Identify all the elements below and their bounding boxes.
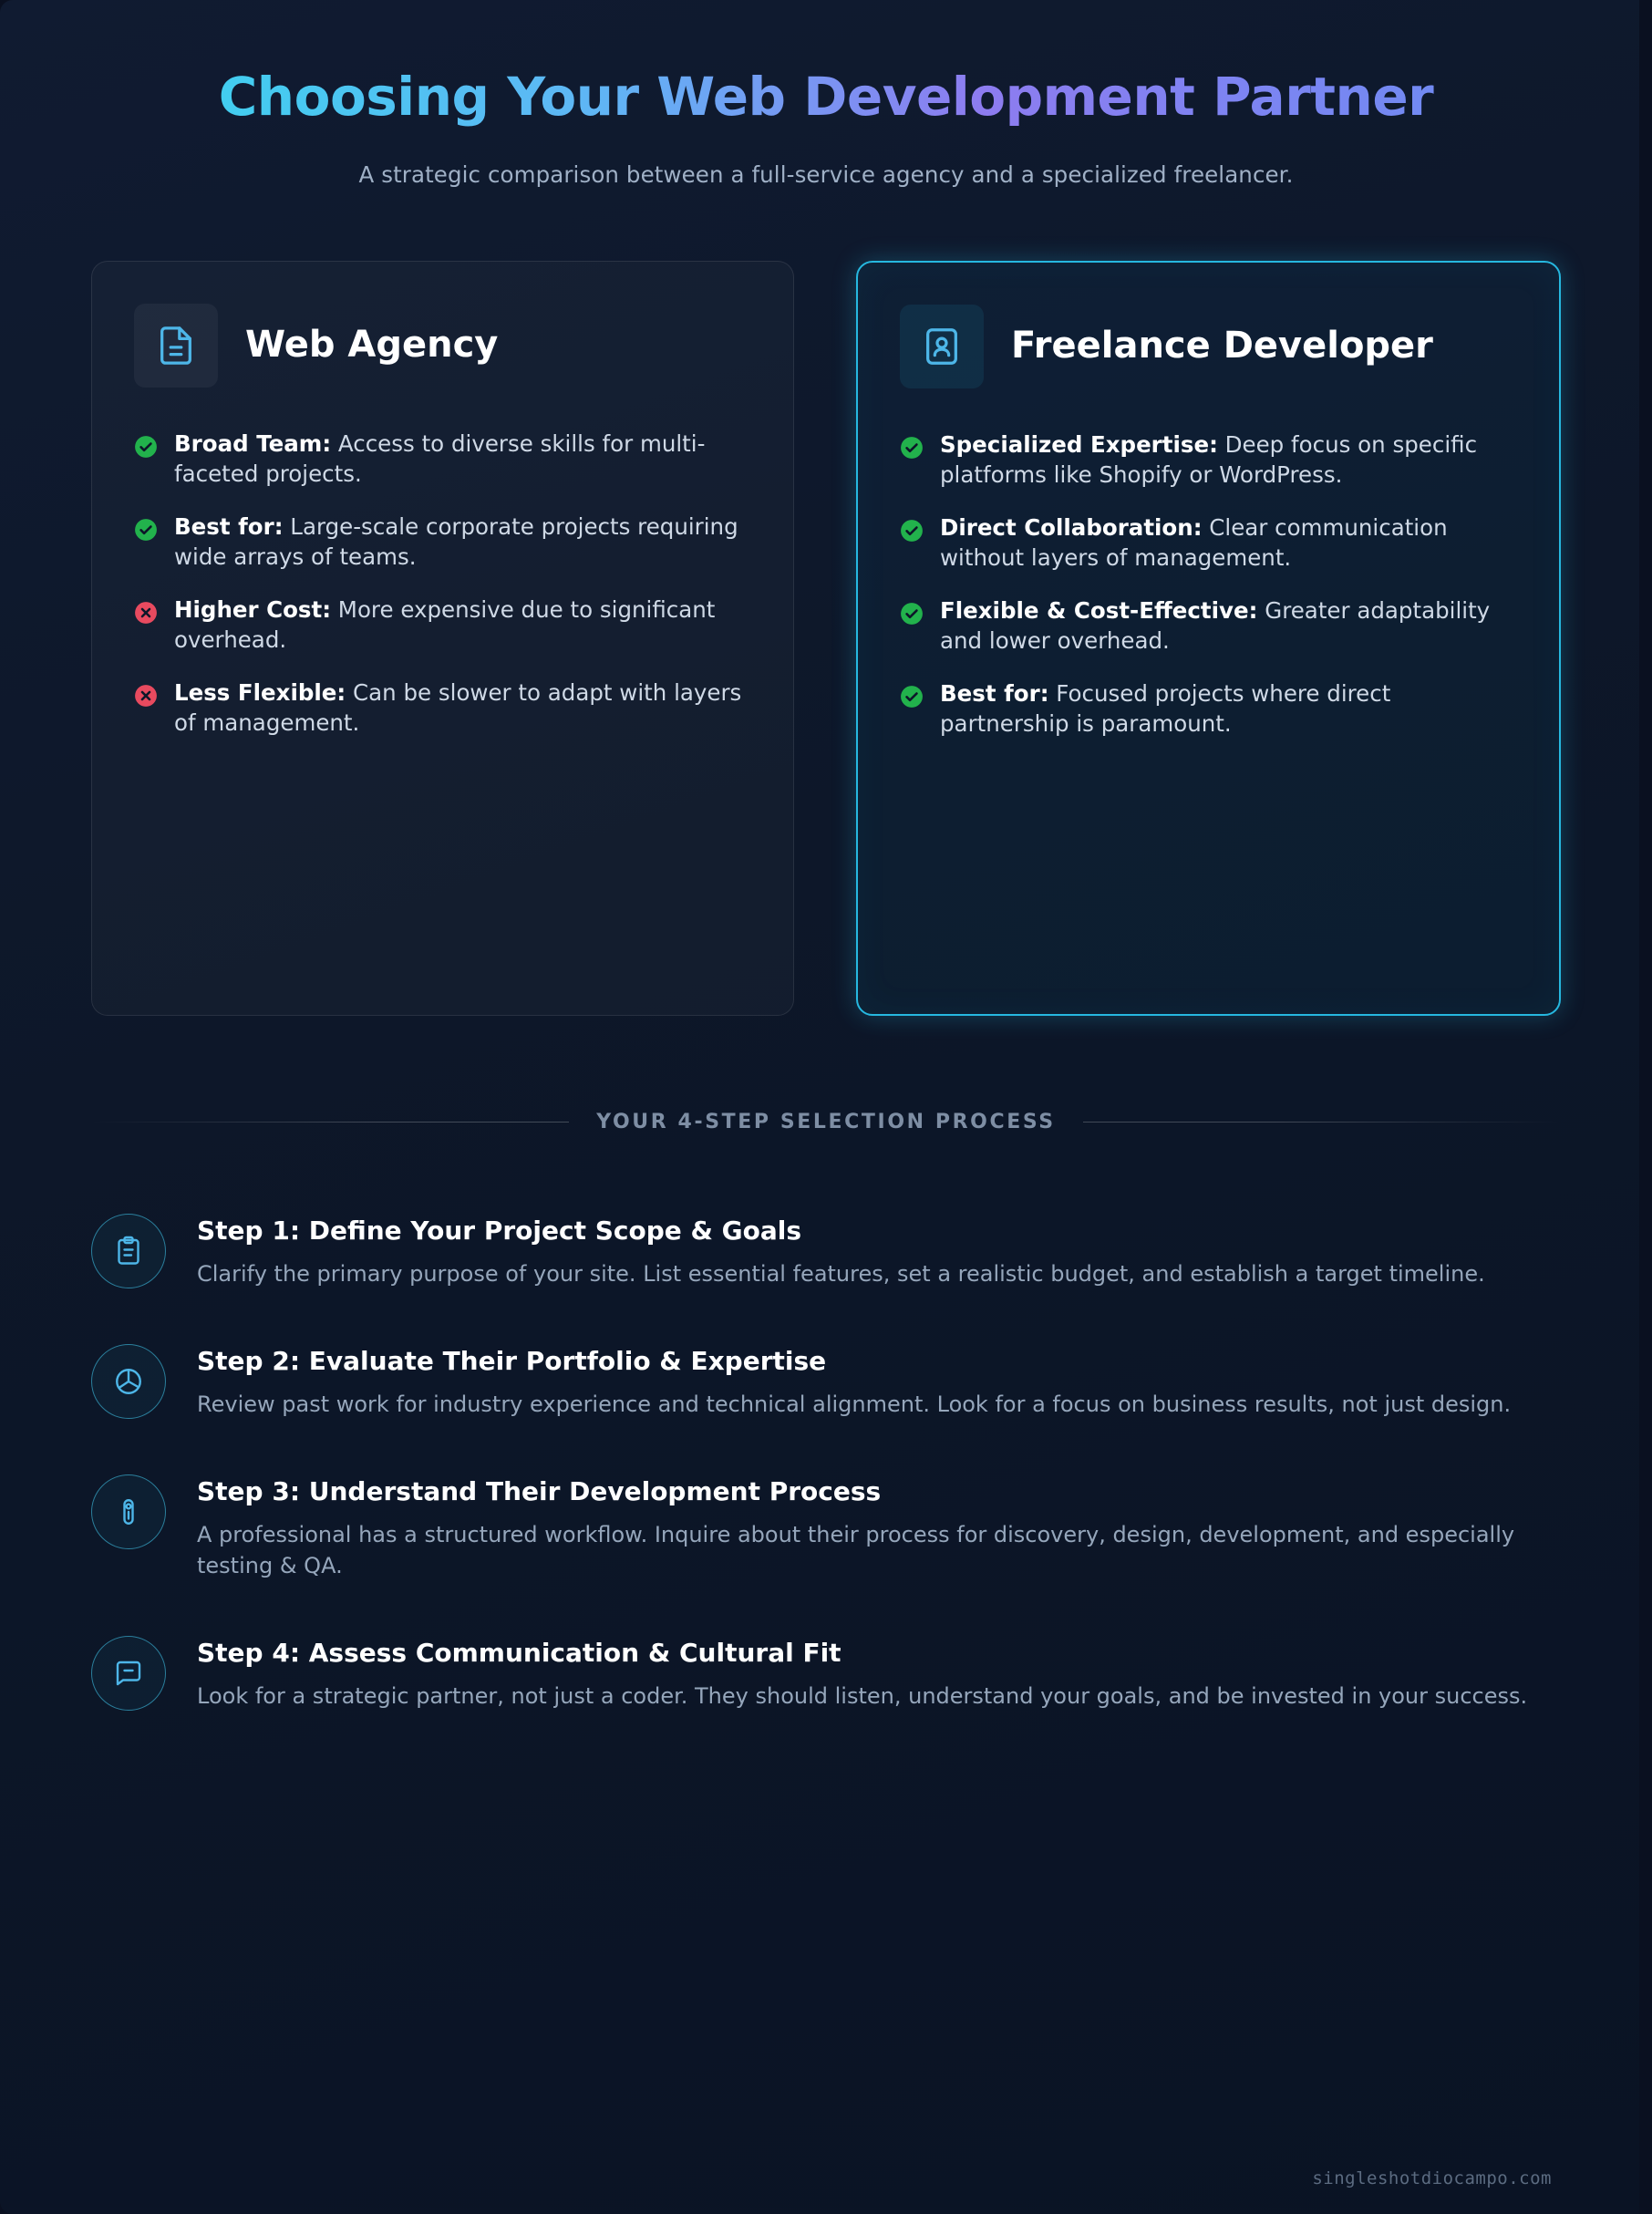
- list-item-strong: Specialized Expertise:: [940, 430, 1218, 458]
- step-body: [197, 1342, 1511, 1420]
- list-item: [134, 595, 751, 655]
- steps-list: [0, 1133, 1652, 1712]
- list-item: [134, 512, 751, 572]
- watermark: singleshotdiocampo.com: [1312, 2168, 1552, 2188]
- list-item: [91, 1342, 1561, 1420]
- list-item-rest: Large-scale corporate projects requiring wide arrays of teams.: [174, 513, 738, 570]
- check-circle-icon: [900, 436, 924, 463]
- list-item-strong: Flexible & Cost-Effective:: [940, 597, 1258, 625]
- step-description: Clarify the primary purpose of your site. List essential features, set a realistic budget, and establish a target timeline.: [197, 1260, 1485, 1287]
- check-circle-icon: [900, 685, 924, 712]
- settings-gear-icon: [91, 1474, 166, 1549]
- list-item-rest: Can be slower to adapt with layers of management.: [174, 679, 742, 736]
- list-item-rest: More expensive due to significant overhead.: [174, 596, 716, 653]
- list-item: [134, 678, 751, 738]
- list-item-strong: Higher Cost:: [174, 596, 332, 624]
- list-item-strong: Broad Team:: [174, 429, 332, 457]
- list-item-rest: Access to diverse skills for multi-faceted projects.: [174, 429, 706, 487]
- step-description: A professional has a structured workflow. Inquire about their process for discovery, design, development, and especially testing & QA.: [197, 1522, 1515, 1579]
- comparison-cards: [0, 188, 1652, 1016]
- card-header-freelance-developer: [900, 305, 1517, 388]
- cross-circle-icon: [134, 601, 158, 628]
- list-item: [900, 513, 1517, 573]
- list-item-rest: Clear communication without layers of management.: [940, 514, 1448, 571]
- list-item: [900, 679, 1517, 739]
- list-item-text: [940, 513, 1517, 573]
- list-item: [900, 430, 1517, 490]
- step-description: Review past work for industry experience and technical alignment. Look for a focus on business results, not just design.: [197, 1392, 1512, 1418]
- step-title: Step 1: Define Your Project Scope & Goals: [197, 1215, 802, 1246]
- clipboard-icon: [91, 1214, 166, 1288]
- list-item-strong: Best for:: [940, 680, 1049, 708]
- chat-bubble-icon: [91, 1636, 166, 1711]
- list-item-strong: Best for:: [174, 513, 284, 541]
- divider-line-right: [1083, 1122, 1561, 1123]
- step-body: [197, 1634, 1527, 1712]
- check-circle-icon: [900, 519, 924, 546]
- card-freelance-developer: [856, 261, 1561, 1016]
- list-item: [91, 1634, 1561, 1712]
- card-title-web-agency: Web Agency: [245, 324, 499, 367]
- page-header: [0, 0, 1652, 188]
- list-item-text: [174, 595, 751, 655]
- list-item-rest: Deep focus on specific platforms like Shopify or WordPress.: [940, 430, 1478, 488]
- list-item: [900, 596, 1517, 656]
- list-item-text: [940, 596, 1517, 656]
- step-title: Step 2: Evaluate Their Portfolio & Expertise: [197, 1346, 827, 1377]
- list-item: [91, 1212, 1561, 1289]
- list-item-text: [174, 678, 751, 738]
- document-icon: [134, 304, 218, 388]
- check-circle-icon: [134, 518, 158, 545]
- cross-circle-icon: [134, 684, 158, 711]
- list-item-strong: Direct Collaboration:: [940, 514, 1203, 542]
- pie-chart-icon: [91, 1344, 166, 1419]
- step-body: [197, 1212, 1485, 1289]
- bullet-list-freelance-developer: [900, 430, 1517, 740]
- page-subtitle: A strategic comparison between a full-service agency and a specialized freelancer.: [358, 160, 1294, 188]
- list-item-text: [940, 679, 1517, 739]
- check-circle-icon: [134, 435, 158, 462]
- section-divider: [0, 1016, 1652, 1133]
- list-item: [91, 1473, 1561, 1581]
- step-title: Step 3: Understand Their Development Process: [197, 1476, 882, 1507]
- step-body: [197, 1473, 1528, 1581]
- user-badge-icon: [900, 305, 984, 388]
- page-title: Choosing Your Web Development Partner: [179, 67, 1473, 127]
- list-item-rest: Greater adaptability and lower overhead.: [940, 597, 1491, 654]
- bullet-list-web-agency: [134, 429, 751, 739]
- card-title-freelance-developer: Freelance Developer: [1011, 325, 1433, 367]
- list-item-text: [174, 512, 751, 572]
- divider-line-left: [91, 1122, 569, 1123]
- check-circle-icon: [900, 602, 924, 629]
- divider-label: YOUR 4-STEP SELECTION PROCESS: [596, 1110, 1056, 1133]
- list-item: [134, 429, 751, 489]
- step-description: Look for a strategic partner, not just a coder. They should listen, understand your goals, and be invested in your success.: [197, 1683, 1528, 1710]
- list-item-strong: Less Flexible:: [174, 679, 346, 707]
- list-item-rest: Focused projects where direct partnership is paramount.: [940, 680, 1391, 737]
- card-header-web-agency: [134, 304, 751, 388]
- list-item-text: [940, 430, 1517, 490]
- list-item-text: [174, 429, 751, 489]
- card-web-agency: [91, 261, 794, 1016]
- step-title: Step 4: Assess Communication & Cultural Fit: [197, 1638, 841, 1669]
